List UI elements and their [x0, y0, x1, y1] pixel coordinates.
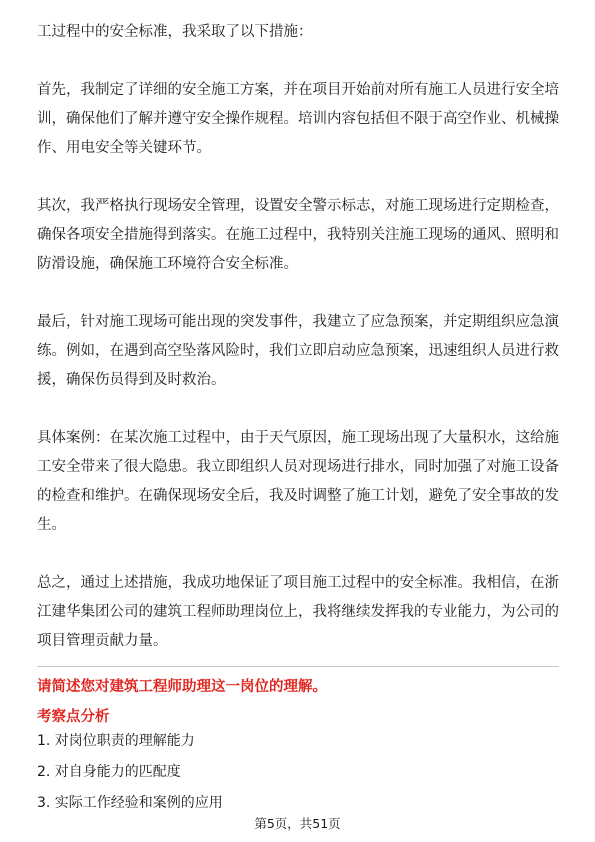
- question-heading: 请简述您对建筑工程师助理这一岗位的理解。: [37, 679, 327, 695]
- answer-body: [37, 18, 559, 656]
- analysis-title: 考察点分析: [37, 709, 110, 725]
- list-item: 3. 实际工作经验和案例的应用: [37, 795, 223, 811]
- paragraph-spacer: [37, 163, 559, 192]
- analysis-points-list: [37, 730, 223, 823]
- section-divider: [37, 666, 559, 667]
- page-number: 第5页，共51页: [254, 816, 341, 831]
- paragraph-last: 最后，针对施工现场可能出现的突发事件，我建立了应急预案，并定期组织应急演练。例如，在遇到高空坠落风险时，我们立即启动应急预案，迅速组织人员进行救援，确保伤员得到及时救治。: [37, 314, 559, 388]
- paragraph-spacer: [37, 47, 559, 76]
- paragraph-case: 具体案例：在某次施工过程中，由于天气原因，施工现场出现了大量积水，这给施工安全带来了很大隐患。我立即组织人员对现场进行排水，同时加强了对施工设备的检查和维护。在确保现场安全后，我及时调整了施工计划，避免了安全事故的发生。: [37, 430, 559, 533]
- list-item: 1. 对岗位职责的理解能力: [37, 733, 195, 749]
- paragraph-conclusion: 总之，通过上述措施，我成功地保证了项目施工过程中的安全标准。我相信，在浙江建华集团公司的建筑工程师助理岗位上，我将继续发挥我的专业能力，为公司的项目管理贡献力量。: [37, 575, 559, 649]
- paragraph-spacer: [37, 279, 559, 308]
- paragraph-first: 首先，我制定了详细的安全施工方案，并在项目开始前对所有施工人员进行安全培训，确保他们了解并遵守安全操作规程。培训内容包括但不限于高空作业、机械操作、用电安全等关键环节。: [37, 82, 559, 156]
- paragraph-spacer: [37, 540, 559, 569]
- list-item: 2. 对自身能力的匹配度: [37, 764, 181, 780]
- paragraph-intro: 工过程中的安全标准，我采取了以下措施：: [37, 24, 313, 40]
- paragraph-spacer: [37, 395, 559, 424]
- paragraph-second: 其次，我严格执行现场安全管理，设置安全警示标志，对施工现场进行定期检查，确保各项安全措施得到落实。在施工过程中，我特别关注施工现场的通风、照明和防滑设施，确保施工环境符合安全标准。: [37, 198, 559, 272]
